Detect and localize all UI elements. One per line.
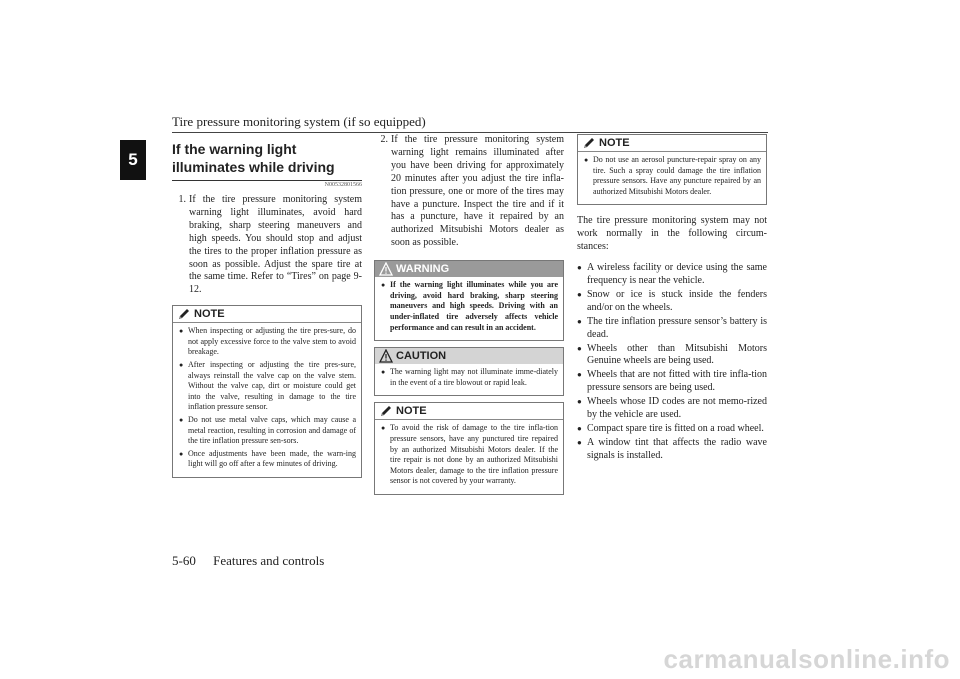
bullet-icon: ●	[577, 343, 582, 353]
note-body	[578, 152, 766, 204]
bullet-icon: ●	[179, 327, 184, 336]
pencil-icon	[177, 307, 191, 321]
note-label: NOTE	[396, 405, 427, 418]
list-item: ● The tire inflation pressure sensor’s battery is dead.	[577, 315, 767, 340]
caution-label: CAUTION	[396, 350, 447, 363]
step-number: 1.	[178, 194, 186, 205]
caution-body	[375, 364, 563, 395]
note-item: ● Once adjustments have been made, the warn-ing light will go off after a few minutes of driving.	[179, 448, 356, 469]
caution-triangle-icon	[379, 349, 393, 363]
warning-body	[375, 277, 563, 340]
caution-item: ● The warning light may not illuminate imme-diately in the event of a tire blowout or rapid leak.	[381, 367, 558, 387]
bullet-icon: ●	[179, 416, 184, 424]
column-1	[172, 140, 362, 478]
bullet-icon: ●	[381, 368, 386, 377]
list-item: ● A window tint that affects the radio wave signals is installed.	[577, 436, 767, 461]
list-item: ● A wireless facility or device using the same frequency is near the vehicle.	[577, 262, 767, 286]
note-item: ● Do not use an aerosol puncture-repair spray on any tire. Such a spray could damage the tire inflation pressure sensors. Have any puncture repaired by an authorized Mitsubishi Motors dealer.	[584, 155, 761, 196]
bullet-icon: ●	[577, 397, 582, 407]
bullet-icon: ●	[577, 370, 582, 380]
note-header	[173, 306, 361, 323]
caution-box	[374, 347, 564, 396]
bullet-icon: ●	[381, 424, 386, 433]
note-body	[375, 420, 563, 494]
list-item: ● Snow or ice is stuck inside the fenders and/or on the wheels.	[577, 288, 767, 313]
warning-header	[375, 261, 563, 277]
note-box	[577, 134, 767, 205]
list-item: ● Wheels that are not fitted with tire infla-tion pressure sensors are being used.	[577, 369, 767, 394]
page-number: 5-60	[172, 553, 196, 568]
bullet-icon: ●	[577, 423, 582, 433]
bullet-icon: ●	[381, 281, 386, 290]
step-text: If the tire pressure monitoring system warning light remains illuminated after you have been driving for approximately 20 minutes after you adjust the tire infla-tion pressure, one or more of the tires may have a puncture. Inspect the tire and if it has a puncture, have it repaired by an authorized Mitsubishi Motors dealer as soon as possible.	[391, 134, 564, 249]
circumstance-list	[577, 262, 767, 463]
warning-triangle-icon	[379, 262, 393, 276]
note-item: ● Do not use metal valve caps, which may cause a metal reaction, resulting in corrosion and damage of the tire inflation pressure sen-sors.	[179, 415, 356, 446]
step-2	[374, 134, 564, 250]
list-item: ● Wheels whose ID codes are not memo-rized by the vehicle are used.	[577, 396, 767, 421]
pencil-icon	[582, 136, 596, 150]
bullet-icon: ●	[577, 437, 582, 447]
note-box	[172, 305, 362, 478]
bullet-icon: ●	[577, 289, 582, 299]
step-text: If the tire pressure monitoring system warning light illuminates, avoid hard braking, sharp steering maneuvers and high speeds. You should stop and adjust the tires to the proper inflation pressure as soon as possible. Adjust the spare tire at the same time. Refer to “Tires” on page 9-12.	[189, 194, 362, 296]
step-number: 2.	[380, 134, 388, 145]
header-divider	[172, 132, 768, 133]
intro-paragraph: The tire pressure monitoring system may not work normally in the following circum-stances:	[577, 215, 767, 253]
page-footer	[172, 553, 338, 569]
note-label: NOTE	[599, 137, 630, 149]
warning-label: WARNING	[396, 263, 450, 276]
bullet-icon: ●	[179, 361, 184, 370]
section-code: N00532801566	[324, 182, 362, 188]
note-label: NOTE	[194, 308, 225, 321]
warning-box	[374, 260, 564, 341]
note-item: ● After inspecting or adjusting the tire pres-sure, always reinstall the valve cap on the valve stem. Without the valve cap, dirt or moisture could get into the valve, resulting in damage to the tire inflation pressure sensor.	[179, 360, 356, 412]
watermark: carmanualsonline.info	[663, 644, 950, 674]
pencil-icon	[379, 404, 393, 418]
bullet-icon: ●	[179, 449, 184, 458]
footer-section: Features and controls	[213, 553, 325, 568]
list-item: ● Wheels other than Mitsubishi Motors Genuine wheels are being used.	[577, 342, 767, 367]
note-header	[578, 135, 766, 152]
step-1	[172, 194, 362, 297]
caution-header	[375, 348, 563, 364]
note-body	[173, 323, 361, 477]
bullet-icon: ●	[577, 316, 582, 326]
section-heading: If the warning light illuminates while driving	[172, 140, 362, 181]
bullet-icon: ●	[577, 263, 582, 273]
note-item: ● To avoid the risk of damage to the tire infla-tion pressure sensors, have any punctured tire repaired by an authorized Mitsubishi Motors dealer. If the tire repair is not done by an authorized Mitsubishi Motors dealer, damage to the tire inflation pressure sensor is not covered by your warranty.	[381, 423, 558, 486]
note-header	[375, 403, 563, 420]
column-3	[577, 134, 767, 464]
note-item: ● When inspecting or adjusting the tire pres-sure, do not apply excessive force to the valve stem to avoid breakage.	[179, 326, 356, 357]
column-2	[374, 134, 564, 495]
list-item: ● Compact spare tire is fitted on a road wheel.	[577, 422, 764, 434]
bullet-icon: ●	[584, 156, 589, 164]
page-header-title: Tire pressure monitoring system (if so equipped)	[172, 114, 426, 129]
warning-item: ● If the warning light illuminates while you are driving, avoid hard braking, sharp steering maneuvers and high speeds. Driving with an under-inflated tire adversely affects vehicle performance and can result in an accident.	[381, 280, 558, 332]
chapter-tab: 5	[120, 140, 146, 180]
note-box	[374, 402, 564, 495]
